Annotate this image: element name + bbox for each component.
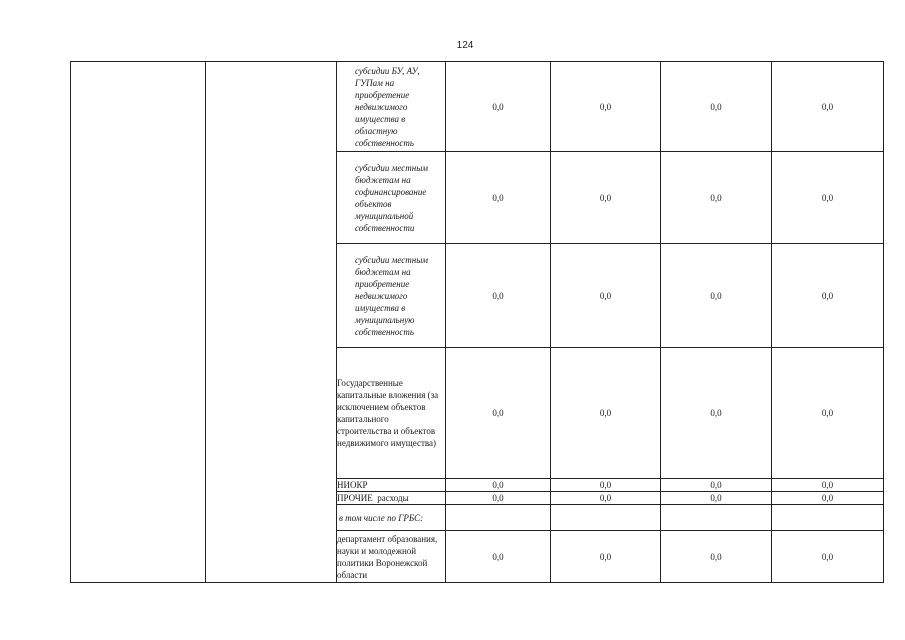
value-cell: 0,0 bbox=[551, 348, 661, 479]
value-cell: 0,0 bbox=[551, 244, 661, 348]
expense-label: ПРОЧИЕ расходы bbox=[337, 492, 446, 505]
value-cell: 0,0 bbox=[661, 348, 772, 479]
expense-label: НИОКР bbox=[337, 479, 446, 492]
value-cell: 0,0 bbox=[772, 348, 884, 479]
value-cell bbox=[446, 505, 551, 531]
value-cell: 0,0 bbox=[446, 152, 551, 244]
value-cell: 0,0 bbox=[772, 531, 884, 583]
value-cell: 0,0 bbox=[772, 479, 884, 492]
page-number: 124 bbox=[456, 40, 474, 51]
value-cell: 0,0 bbox=[551, 531, 661, 583]
grbs-subheading: в том числе по ГРБС: bbox=[337, 505, 446, 531]
value-cell bbox=[551, 505, 661, 531]
value-cell: 0,0 bbox=[772, 62, 884, 152]
value-cell: 0,0 bbox=[551, 479, 661, 492]
value-cell: 0,0 bbox=[446, 348, 551, 479]
value-cell: 0,0 bbox=[772, 492, 884, 505]
value-cell: 0,0 bbox=[446, 479, 551, 492]
value-cell: 0,0 bbox=[446, 492, 551, 505]
table-row bbox=[71, 62, 884, 152]
value-cell: 0,0 bbox=[551, 62, 661, 152]
value-cell: 0,0 bbox=[661, 62, 772, 152]
value-cell bbox=[772, 505, 884, 531]
expense-label: субсидии БУ, АУ, ГУПам на приобретение недвижимого имущества в областную собственность bbox=[337, 62, 446, 152]
executor-cell bbox=[206, 62, 337, 583]
expense-label: департамент образования, науки и молодежной политики Воронежской области bbox=[337, 531, 446, 583]
expense-label: субсидии местным бюджетам на софинансирование объектов муниципальной собственности bbox=[337, 152, 446, 244]
value-cell: 0,0 bbox=[661, 152, 772, 244]
value-cell: 0,0 bbox=[446, 531, 551, 583]
expense-label: Государственные капитальные вложения (за исключением объектов капитального строительства и объектов недвижимого имущества) bbox=[337, 348, 446, 479]
value-cell: 0,0 bbox=[446, 62, 551, 152]
program-cell bbox=[71, 62, 206, 583]
value-cell: 0,0 bbox=[661, 531, 772, 583]
value-cell bbox=[661, 505, 772, 531]
expense-label: субсидии местным бюджетам на приобретение недвижимого имущества в муниципальную собственность bbox=[337, 244, 446, 348]
value-cell: 0,0 bbox=[446, 244, 551, 348]
value-cell: 0,0 bbox=[772, 152, 884, 244]
value-cell: 0,0 bbox=[551, 492, 661, 505]
value-cell: 0,0 bbox=[551, 152, 661, 244]
budget-table bbox=[70, 61, 884, 583]
value-cell: 0,0 bbox=[661, 244, 772, 348]
value-cell: 0,0 bbox=[772, 244, 884, 348]
value-cell: 0,0 bbox=[661, 492, 772, 505]
value-cell: 0,0 bbox=[661, 479, 772, 492]
